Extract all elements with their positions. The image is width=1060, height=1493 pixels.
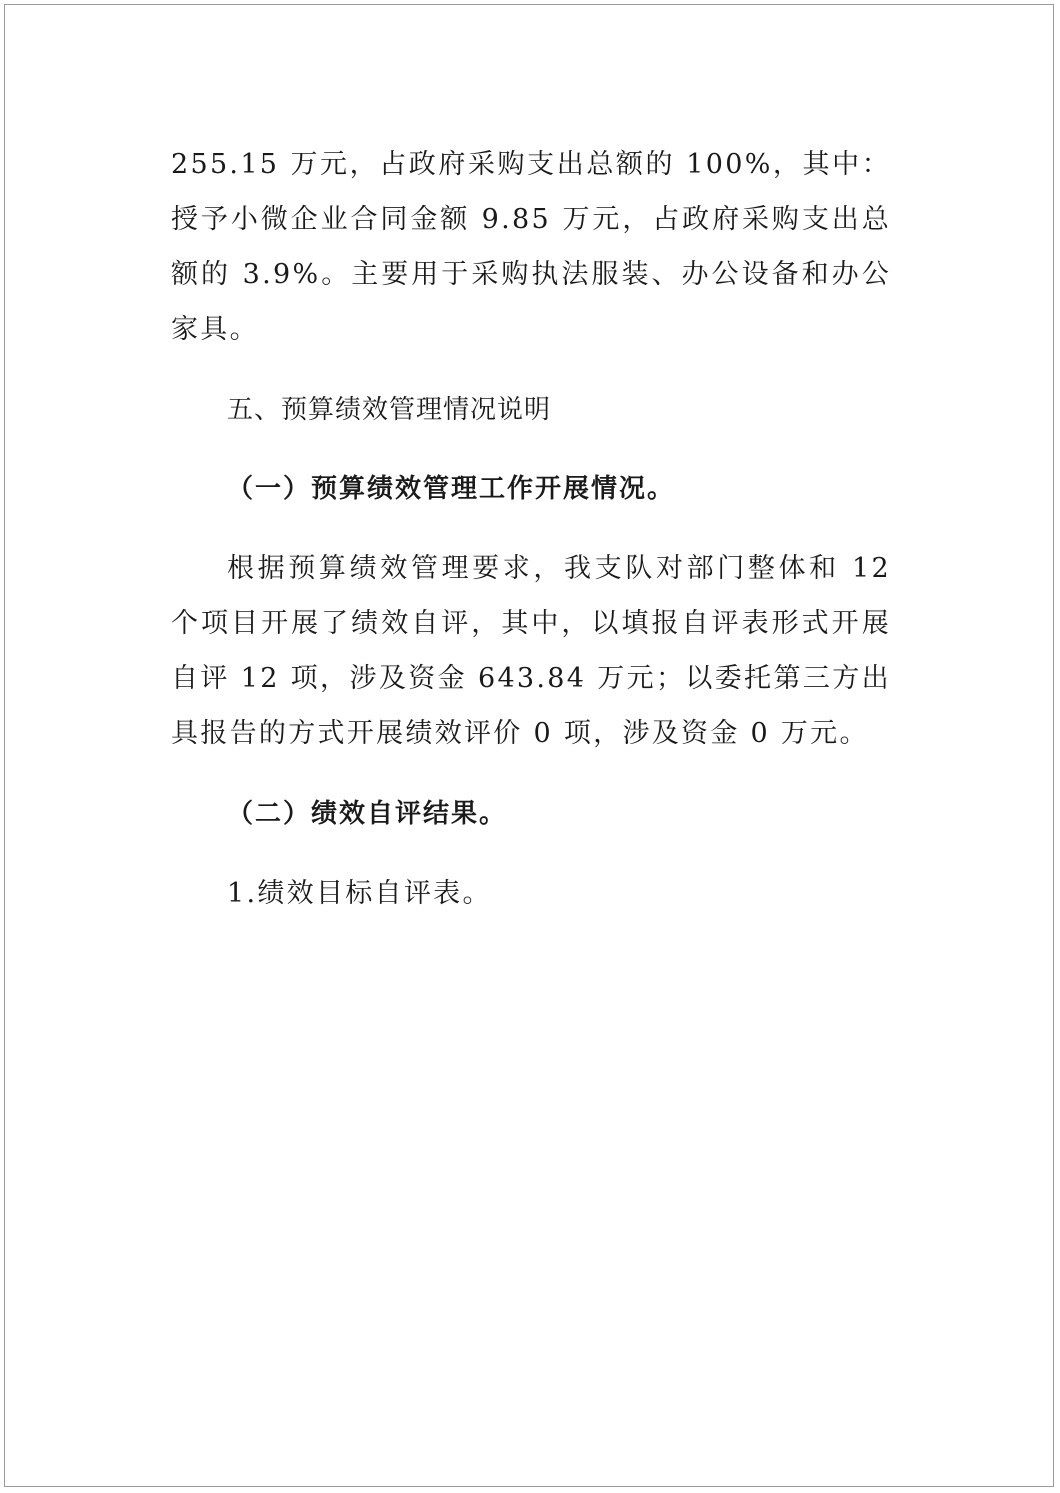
subsection-2-title: （二）绩效自评结果。 (227, 799, 508, 829)
document-body (171, 137, 891, 921)
page-frame (4, 4, 1054, 1487)
list-item-1: 1.绩效目标自评表。 (227, 878, 492, 909)
subsection-1-title: （一）预算绩效管理工作开展情况。 (227, 474, 676, 504)
procurement-paragraph: 255.15 万元，占政府采购支出总额的 100%，其中：授予小微企业合同金额 9.85 万元，占政府采购支出总额的 3.9%。主要用于采购执法服装、办公设备和办公家具。 (171, 149, 891, 345)
section-5-title: 五、预算绩效管理情况说明 (227, 395, 552, 425)
performance-paragraph: 根据预算绩效管理要求，我支队对部门整体和 12 个项目开展了绩效自评，其中，以填报自评表形式开展自评 12 项，涉及资金 643.84 万元；以委托第三方出具报告的方式开展绩效评价 0 项，涉及资金 0 万元。 (171, 553, 891, 749)
